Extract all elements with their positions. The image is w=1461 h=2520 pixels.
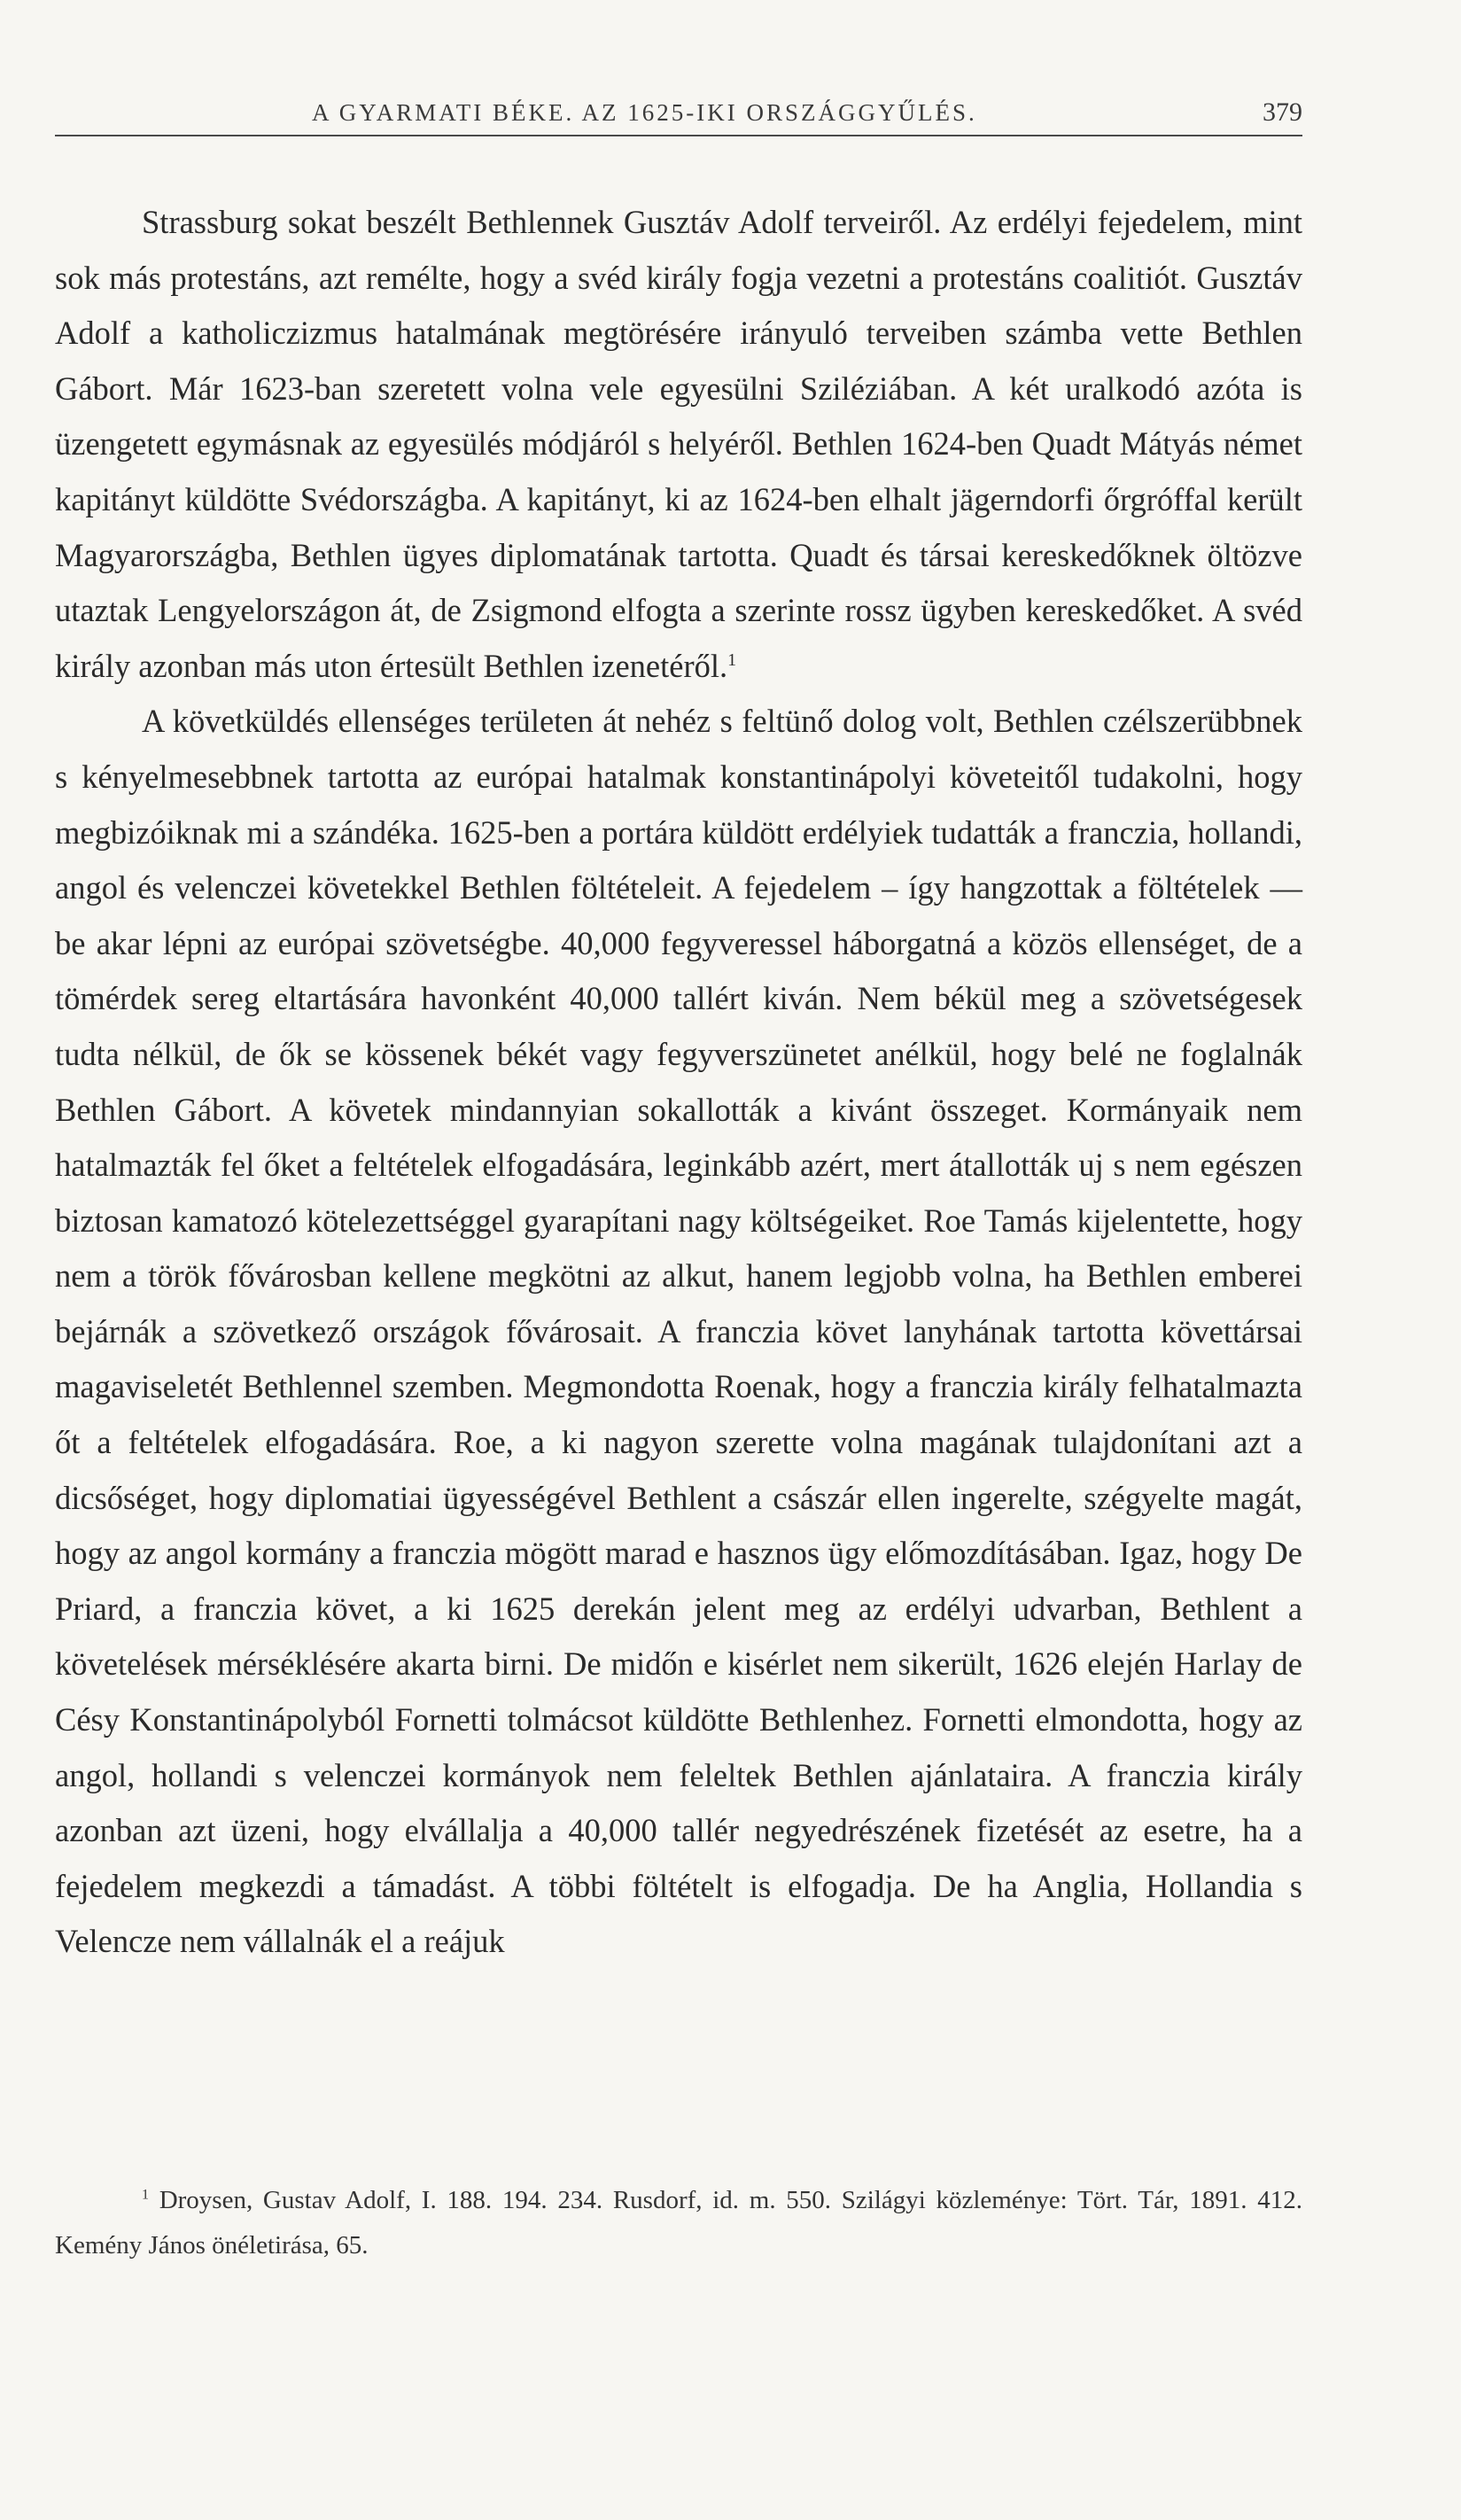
footnote-text: Droysen, Gustav Adolf, I. 188. 194. 234. Rusdorf, id. m. 550. Szilágyi közleménye: Tört. Tár, 1891. 412. Kemény János önéletirása, 65. (55, 2186, 1302, 2259)
footnote-marker: 1 (142, 2187, 149, 2203)
page-number: 379 (1263, 97, 1302, 127)
running-title: A GYARMATI BÉKE. AZ 1625-IKI ORSZÁGGYŰLÉS. (312, 99, 977, 126)
main-text (55, 195, 1302, 1970)
paragraph-text: A követküldés ellenséges területen át nehéz s feltünő dolog volt, Bethlen czélszerübbnek s kényelmesebbnek tartotta az európai hatalmak konstantinápolyi követeitől tudakolni, hogy megbizóiknak mi a szándéka. 1625-ben a portára küldött erdélyiek tudatták a franczia, hollandi, angol és velenczei követekkel Bethlen föltételeit. A fejedelem – így hangzottak a föltételek — be akar lépni az európai szövetségbe. 40,000 fegyveressel háborgatná a közös ellenséget, de a tömérdek sereg eltartására havonként 40,000 tallért kiván. Nem békül meg a szövetségesek tudta nélkül, de ők se kössenek békét vagy fegyverszünetet anélkül, hogy belé ne foglalnák Bethlen Gábort. A követek mindannyian sokallották a kivánt összeget. Kormányaik nem hatalmazták fel őket a feltételek elfogadására, leginkább azért, mert átallották uj s nem egészen biztosan kamatozó kötelezettséggel gyarapítani nagy költségeiket. Roe Tamás kijelentette, hogy nem a török fővárosban kellene megkötni az alkut, hanem legjobb volna, ha Bethlen emberei bejárnák a szövetkező országok fővárosait. A franczia követ lanyhának tartotta követtársai magaviseletét Bethlennel szemben. Megmondotta Roenak, hogy a franczia király felhatalmazta őt a feltételek elfogadására. Roe, a ki nagyon szerette volna magának tulajdonítani azt a dicsőséget, hogy diplomatiai ügyességével Bethlent a császár ellen ingerelte, szégyelte magát, hogy az angol kormány a franczia mögött marad e hasznos ügy előmozdításában. Igaz, hogy De Priard, a franczia követ, a ki 1625 derekán jelent meg az erdélyi udvarban, Bethlent a követelések mérséklésére akarta birni. De midőn e kisérlet nem sikerült, 1626 elején Harlay de Césy Konstantinápolyból Fornetti tolmácsot küldötte Bethlenhez. Fornetti elmondotta, hogy az angol, hollandi s velenczei kormányok nem feleltek Bethlen ajánlataira. A franczia király azonban azt üzeni, hogy elvállalja a 40,000 tallér negyedrészének fizetését az esetre, ha a fejedelem megkezdi a támadást. A többi föltételt is elfogadja. De ha Anglia, Hollandia s Velencze nem vállalnák el a reájuk (55, 703, 1302, 1960)
page-header (55, 96, 1302, 136)
footnote-reference: 1 (727, 649, 737, 670)
footnote (55, 2178, 1302, 2268)
paragraph (55, 195, 1302, 694)
paragraph (55, 694, 1302, 1970)
footnotes (55, 2178, 1302, 2268)
paragraph-text: Strassburg sokat beszélt Bethlennek Gusztáv Adolf terveiről. Az erdélyi fejedelem, mint sok más protestáns, azt remélte, hogy a svéd király fogja vezetni a protestáns coalitiót. Gusztáv Adolf a katholiczizmus hatalmának megtörésére irányuló terveiben számba vette Bethlen Gábort. Már 1623-ban szeretett volna vele egyesülni Sziléziában. A két uralkodó azóta is üzengetett egymásnak az egyesülés módjáról s helyéről. Bethlen 1624-ben Quadt Mátyás német kapitányt küldötte Svédországba. A kapitányt, ki az 1624-ben elhalt jägerndorfi őrgróffal került Magyarországba, Bethlen ügyes diplomatának tartotta. Quadt és társai kereskedőknek öltözve utaztak Lengyelországon át, de Zsigmond elfogta a szerinte rossz ügyben kereskedőket. A svéd király azonban más uton értesült Bethlen izenetéről. (55, 204, 1302, 684)
